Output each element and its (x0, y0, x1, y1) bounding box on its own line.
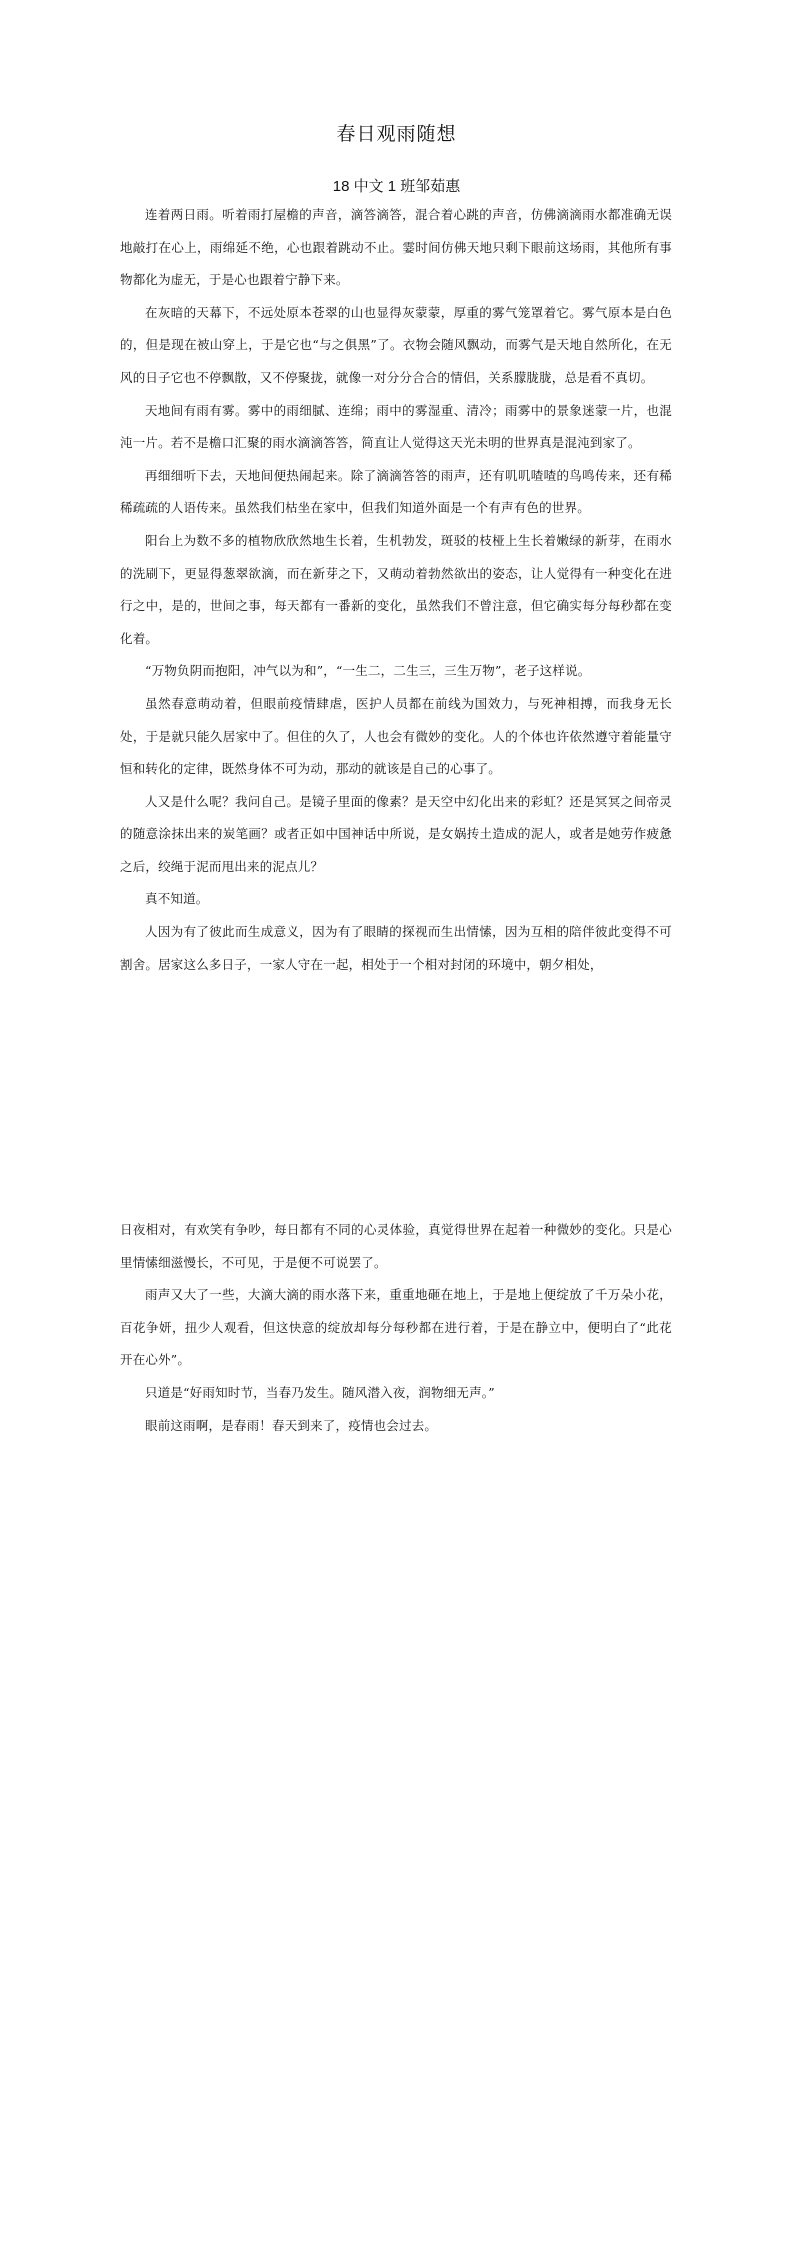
paragraph-1: 连着两日雨。听着雨打屋檐的声音，滴答滴答，混合着心跳的声音，仿佛滴滴雨水都准确无误地敲打在心上，雨绵延不绝，心也跟着跳动不止。霎时间仿佛天地只剩下眼前这场雨，其他所有事物都化为虚无，于是心也跟着宁静下来。 (120, 207, 672, 288)
paragraph-5: 阳台上为数不多的植物欣欣然地生长着，生机勃发，斑驳的枝桠上生长着嫩绿的新芽，在雨水的洗刷下，更显得葱翠欲滴，而在新芽之下，又萌动着勃然欲出的姿态，让人觉得有一种变化在进行之中，是的，世间之事，每天都有一番新的变化，虽然我们不曾注意，但它确实每分每秒都在变化着。 (120, 532, 672, 646)
author-byline: 18 中文 1 班邹茹惠 (332, 178, 461, 195)
essay-title: 春日观雨随想 (336, 123, 457, 145)
paragraph-3: 天地间有雨有雾。雾中的雨细腻、连绵；雨中的雾湿重、清冷；雨雾中的景象迷蒙一片，也混沌一片。若不是檐口汇聚的雨水滴滴答答，简直让人觉得这天光未明的世界真是混沌到家了。 (120, 402, 672, 451)
paragraph-11: 雨声又大了一些，大滴大滴的雨水落下来，重重地砸在地上，于是地上便绽放了千万朵小花，百花争妍，扭少人观看，但这快意的绽放却每分每秒都在进行着，于是在静立中，便明白了“此花开在心外”。 (120, 1287, 672, 1368)
paragraph-4: 再细细听下去，天地间便热闹起来。除了滴滴答答的雨声，还有叽叽喳喳的鸟鸣传来，还有稀稀疏疏的人语传来。虽然我们枯坐在家中，但我们知道外面是一个有声有色的世界。 (120, 467, 672, 516)
paragraph-2: 在灰暗的天幕下，不远处原本苍翠的山也显得灰蒙蒙，厚重的雾气笼罩着它。雾气原本是白色的，但是现在被山穿上，于是它也“与之俱黑”了。衣物会随风飘动，而雾气是天地自然所化，在无风的日子它也不停飘散，又不停聚拢，就像一对分分合合的情侣，关系朦胧胧，总是看不真切。 (120, 304, 672, 385)
paragraph-13-closing: 眼前这雨啊，是春雨！春天到来了，疫情也会过去。 (145, 1417, 438, 1433)
paragraph-6-quote: “万物负阴而抱阳，冲气以为和”，“一生二，二生三，三生万物”，老子这样说。 (145, 663, 591, 679)
paragraph-7: 虽然春意萌动着，但眼前疫情肆虐，医护人员都在前线为国效力，与死神相搏，而我身无长处，于是就只能久居家中了。但住的久了，人也会有微妙的变化。人的个体也许依然遵守着能量守恒和转化的定律，既然身体不可为动，那动的就该是自己的心事了。 (120, 695, 672, 777)
paragraph-12-poem-quote: 只道是“好雨知时节，当春乃发生。随风潜入夜，润物细无声。” (145, 1384, 495, 1400)
paragraph-10-continuation: 日夜相对，有欢笑有争吵，每日都有不同的心灵体验，真觉得世界在起着一种微妙的变化。只是心里情愫细滋慢长，不可见，于是便不可说罢了。 (120, 1222, 672, 1270)
paragraph-9: 真不知道。 (145, 891, 209, 907)
essay-body-page-1 (120, 199, 672, 981)
paragraph-10: 人因为有了彼此而生成意义，因为有了眼睛的探视而生出情愫，因为互相的陪伴彼此变得不可割舍。居家这么多日子，一家人守在一起，相处于一个相对封闭的环境中，朝夕相处， (120, 924, 672, 972)
essay-body-page-2 (120, 1214, 672, 1442)
paragraph-8: 人又是什么呢？我问自己。是镜子里面的像素？是天空中幻化出来的彩虹？还是冥冥之间帝灵的随意涂抹出来的炭笔画？或者正如中国神话中所说，是女娲抟土造成的泥人，或者是她劳作疲惫之后，绞绳于泥而甩出来的泥点儿？ (120, 793, 672, 874)
